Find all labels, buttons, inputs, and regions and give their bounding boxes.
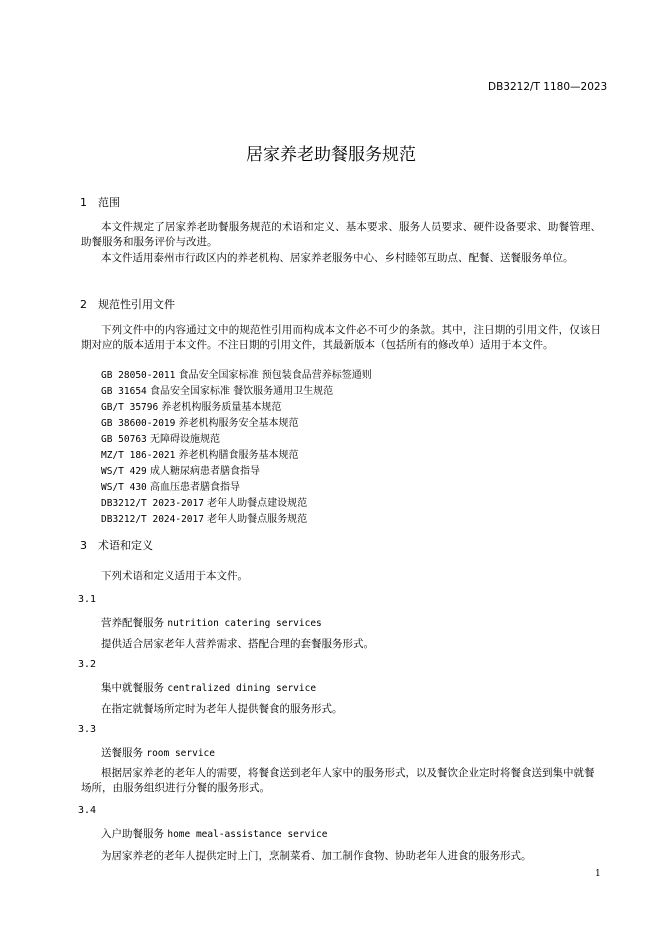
page-title: 居家养老助餐服务规范	[246, 145, 416, 165]
term-heading	[101, 680, 316, 695]
reference-title: 养老机构服务安全基本规范	[178, 418, 299, 429]
scope-paragraph: 本文件适用泰州市行政区内的养老机构、居家养老服务中心、乡村睦邻互助点、配餐、送餐服务单位。	[101, 252, 574, 264]
reference-item	[101, 417, 299, 430]
reference-code: DB3212/T 2024-2017	[101, 514, 204, 525]
term-heading	[101, 826, 328, 841]
reference-title: 养老机构服务质量基本规范	[161, 402, 282, 413]
section-heading-terms	[80, 537, 153, 553]
doc-number: DB3212/T 1180—2023	[488, 81, 608, 93]
section-heading-scope	[80, 194, 120, 210]
reference-item	[101, 433, 220, 446]
section-number: 2	[80, 298, 87, 311]
reference-title: 无障碍设施规范	[149, 434, 220, 445]
reference-code: WS/T 430	[101, 482, 147, 493]
section-title: 范围	[98, 196, 120, 209]
term-number: 3.1	[78, 594, 97, 605]
reference-title: 老年人助餐点建设规范	[207, 498, 308, 509]
section-title: 规范性引用文件	[98, 298, 175, 311]
term-chinese: 入户助餐服务	[101, 828, 164, 840]
reference-title: 成人糖尿病患者膳食指导	[149, 466, 260, 477]
term-heading	[101, 615, 322, 630]
reference-item	[101, 497, 307, 510]
term-number: 3.3	[78, 724, 97, 735]
reference-item	[101, 513, 307, 526]
term-chinese: 营养配餐服务	[101, 617, 164, 629]
reference-item	[101, 481, 240, 494]
term-definition: 提供适合居家老年人营养需求、搭配合理的套餐服务形式。	[101, 638, 374, 650]
scope-paragraph: 本文件规定了居家养老助餐服务规范的术语和定义、基本要求、服务人员要求、硬件设备要求、助餐管理、助餐服务和服务评价与改进。	[81, 221, 601, 248]
term-chinese: 集中就餐服务	[101, 682, 164, 694]
reference-code: GB/T 35796	[101, 402, 159, 413]
term-english: nutrition catering services	[167, 618, 322, 629]
reference-item	[101, 465, 260, 478]
reference-code: GB 28050-2011	[101, 370, 176, 381]
page-number: 1	[595, 869, 601, 879]
term-english: centralized dining service	[167, 683, 317, 694]
reference-title: 高血压患者膳食指导	[149, 482, 240, 493]
reference-title: 养老机构膳食服务基本规范	[178, 450, 299, 461]
term-number: 3.2	[78, 659, 97, 670]
reference-code: DB3212/T 2023-2017	[101, 498, 204, 509]
term-number: 3.4	[78, 805, 97, 816]
normative-intro: 下列文件中的内容通过文中的规范性引用而构成本文件必不可少的条款。其中，注日期的引用文件，仅该日期对应的版本适用于本文件。不注日期的引用文件，其最新版本（包括所有的修改单）适用于本文件。	[81, 324, 601, 351]
term-definition: 根据居家养老的老年人的需要，将餐食送到老年人家中的服务形式，以及餐饮企业定时将餐食送到集中就餐场所，由服务组织进行分餐的服务形式。	[81, 767, 595, 794]
terms-intro: 下列术语和定义适用于本文件。	[101, 570, 248, 582]
term-heading	[101, 745, 215, 760]
term-english: home meal-assistance service	[167, 829, 328, 840]
reference-title: 食品安全国家标准 餐饮服务通用卫生规范	[149, 386, 334, 397]
reference-item	[101, 369, 372, 382]
reference-code: GB 50763	[101, 434, 147, 445]
term-definition: 为居家养老的老年人提供定时上门，烹制菜肴、加工制作食物、协助老年人进食的服务形式。	[101, 850, 532, 862]
section-number: 3	[80, 539, 87, 552]
reference-title: 老年人助餐点服务规范	[207, 514, 308, 525]
reference-item	[101, 449, 299, 462]
section-title: 术语和定义	[98, 539, 153, 552]
term-definition: 在指定就餐场所定时为老年人提供餐食的服务形式。	[101, 703, 343, 715]
section-heading-normative	[80, 296, 175, 312]
reference-item	[101, 385, 333, 398]
term-english: room service	[146, 748, 215, 759]
reference-item	[101, 401, 281, 414]
reference-code: GB 31654	[101, 386, 147, 397]
reference-code: WS/T 429	[101, 466, 147, 477]
reference-title: 食品安全国家标准 预包装食品营养标签通则	[178, 370, 372, 381]
section-number: 1	[80, 196, 87, 209]
reference-code: GB 38600-2019	[101, 418, 176, 429]
term-chinese: 送餐服务	[101, 747, 143, 759]
reference-code: MZ/T 186-2021	[101, 450, 176, 461]
